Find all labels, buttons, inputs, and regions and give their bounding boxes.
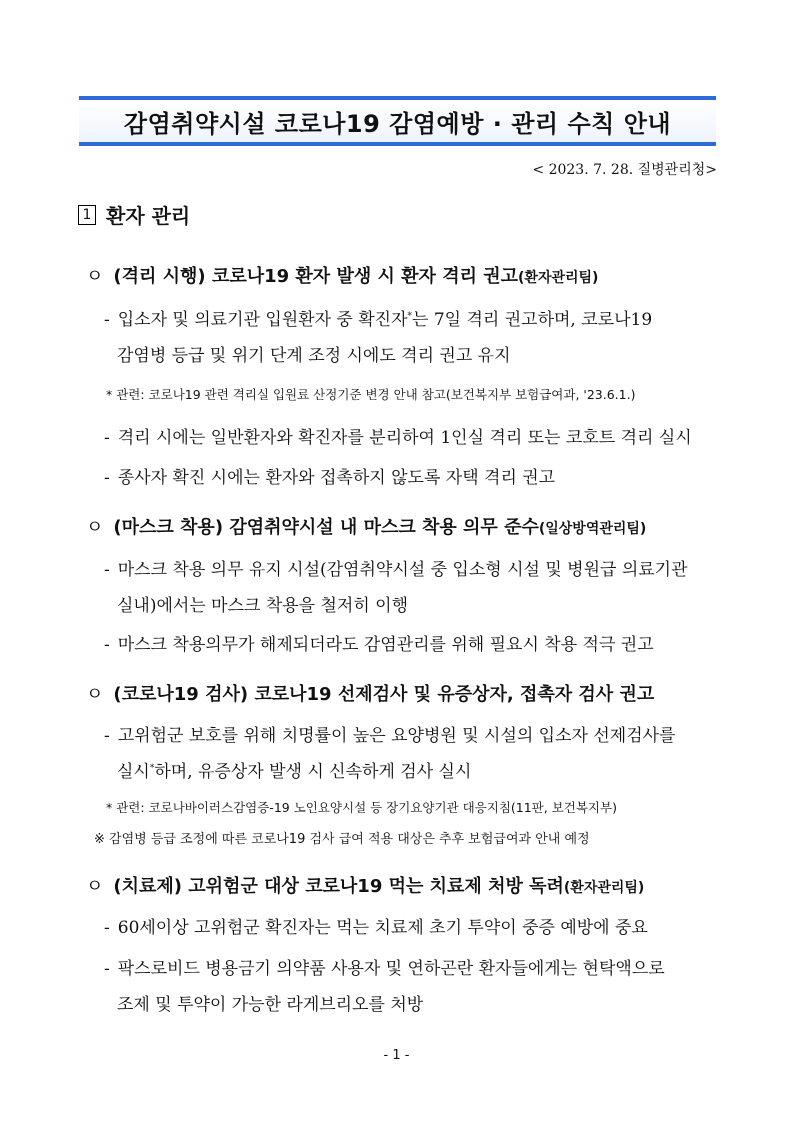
- bullet-text: 실시: [117, 762, 150, 782]
- bullet-text: 하며, 유증상자 발생 시 신속하게 검사 실시: [154, 762, 472, 782]
- issue-date: < 2023. 7. 28. 질병관리청>: [532, 162, 717, 178]
- bullet-line: 실내)에서는 마스크 착용을 철저히 이행: [117, 596, 408, 616]
- dash-mark: -: [104, 428, 110, 448]
- section-title: 환자 관리: [106, 204, 191, 228]
- page-number: - 1 -: [383, 1048, 410, 1063]
- item-heading-treatment: [86, 872, 644, 898]
- heading-text: (격리 시행) 코로나19 환자 발생 시 환자 격리 권고: [113, 266, 519, 287]
- footnote: * 관련: 코로나19 관련 격리실 입원료 산정기준 변경 안내 참고(보건복지부 보험급여과, '23.6.1.): [106, 387, 636, 402]
- bullet-text: 고위험군 보호를 위해 치명률이 높은 요양병원 및 시설의 입소자 선제검사를: [117, 726, 676, 746]
- bullet-text: 입소자 및 의료기관 입원환자 중 확진자: [117, 310, 408, 330]
- bullet-line: 감염병 등급 및 위기 단계 조정 시에도 격리 권고 유지: [117, 346, 511, 366]
- dash-mark: -: [104, 310, 110, 330]
- bullet-text: 격리 시에는 일반환자와 확진자를 분리하여 1인실 격리 또는 코호트 격리 실시: [117, 428, 692, 448]
- bullet-line: [117, 757, 471, 782]
- dash-mark: -: [104, 918, 110, 938]
- item-heading-testing: [86, 680, 654, 706]
- team-label: (환자관리팀): [518, 270, 599, 286]
- item-heading-mask: [86, 513, 646, 539]
- bullet-line: [104, 913, 648, 938]
- bullet-text: 종사자 확진 시에는 환자와 접촉하지 않도록 자택 격리 권고: [117, 468, 556, 488]
- bullet-line: [104, 721, 675, 746]
- title-box: [79, 96, 716, 146]
- heading-text: (마스크 착용) 감염취약시설 내 마스크 착용 의무 준수: [113, 517, 539, 538]
- bullet-text: 팍스로비드 병용금기 의약품 사용자 및 연하곤란 환자들에게는 현탁액으로: [117, 959, 665, 979]
- heading-text: (코로나19 검사) 코로나19 선제검사 및 유증상자, 접촉자 검사 권고: [113, 684, 655, 705]
- team-label: (환자관리팀): [563, 880, 645, 896]
- footnote-mark: *: [149, 763, 155, 774]
- footnote: * 관련: 코로나바이러스감염증-19 노인요양시설 등 장기요양기관 대응지침(11판, 보건복지부): [106, 800, 617, 815]
- bullet-line: [104, 954, 665, 979]
- dash-mark: -: [104, 560, 110, 580]
- bullet-line: [104, 630, 654, 655]
- bullet-text: 는 7일 격리 권고하며, 코로나19: [412, 310, 653, 330]
- bullet-line: [104, 555, 688, 580]
- bullet-text: 마스크 착용 의무 유지 시설(감염취약시설 중 입소형 시설 및 병원급 의료기관: [117, 560, 688, 580]
- dash-mark: -: [104, 635, 110, 655]
- page-title: 감염취약시설 코로나19 감염예방 · 관리 수칙 안내: [123, 109, 672, 138]
- bullet-line: [104, 305, 652, 330]
- dash-mark: -: [104, 959, 110, 979]
- circle-bullet: ㅇ: [86, 876, 104, 897]
- item-heading-isolation: [86, 262, 598, 288]
- bullet-line: [104, 423, 692, 448]
- bullet-text: 마스크 착용의무가 해제되더라도 감염관리를 위해 필요시 착용 적극 권고: [117, 635, 654, 655]
- bullet-text: 60세이상 고위험군 확진자는 먹는 치료제 초기 투약이 중증 예방에 중요: [117, 918, 648, 938]
- remark-note: ※ 감염병 등급 조정에 따른 코로나19 검사 급여 적용 대상은 추후 보험급여과 안내 예정: [94, 832, 590, 847]
- bullet-line: 조제 및 투약이 가능한 라게브리오를 처방: [117, 995, 424, 1015]
- section-header: [78, 200, 190, 229]
- section-number: 1: [78, 205, 96, 225]
- bullet-line: [104, 463, 555, 488]
- circle-bullet: ㅇ: [86, 266, 104, 287]
- dash-mark: -: [104, 468, 110, 488]
- circle-bullet: ㅇ: [86, 517, 104, 538]
- heading-text: (치료제) 고위험군 대상 코로나19 먹는 치료제 처방 독려: [113, 876, 564, 897]
- footnote-mark: *: [407, 311, 413, 322]
- dash-mark: -: [104, 726, 110, 746]
- team-label: (일상방역관리팀): [538, 521, 647, 537]
- circle-bullet: ㅇ: [86, 684, 104, 705]
